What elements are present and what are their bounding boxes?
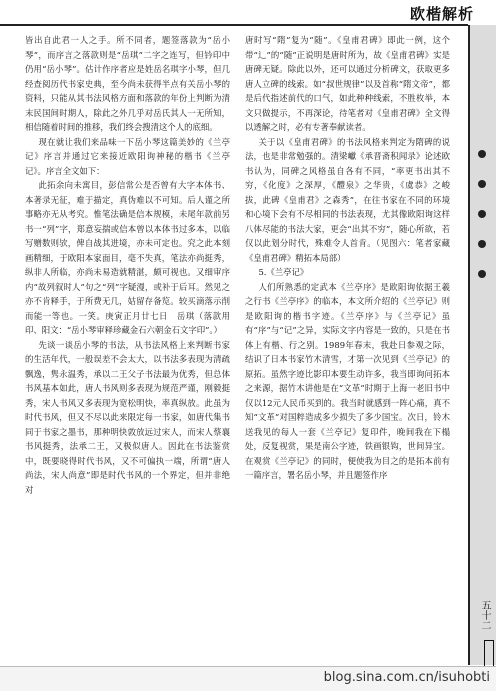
side-ornament-dots bbox=[476, 150, 488, 300]
ornament-dot bbox=[478, 210, 486, 218]
ornament-dot bbox=[478, 270, 486, 278]
left-text-column bbox=[25, 33, 230, 497]
section-heading: 5.《兰亭记》 bbox=[258, 267, 309, 277]
ornament-dot bbox=[478, 150, 486, 158]
paragraph: 先谈一谈岳小琴的书法，从书法风格上来判断书家的生活年代，一般误差不会太大，以书法多表现为清疏飘逸，隽永温秀，承以二王父子书法最为优秀，但总体书风基本如此，唐人书风则多表现为规范严谨，刚毅挺秀，宋人书风又多表现为宽松明快，率真纵放。此虽为时代书风，但又不尽以此来限定每一书家，如唐代集书同于书家之墨书，那种明快敦放远过宋人，而宋人蔡襄书风挺秀，法承二王，又极似唐人。因此在书法鉴赏中，既要晓得时代书风，又不可偏执一端，所谓“唐人尚法，宋人尚意”即是时代书风的一个界定，但并非绝对 bbox=[25, 339, 230, 495]
paragraph: 皆出自此君一人之手。所不同者，题签落款为“岳小琴”，而序言之落款则是“岳琪”二字之连写，但钤印中仍用“岳小琴”。估计作序者应是姓岳名琪字小琴，但几经查阅历代书家史典，至今尚未获得半点有关岳小琴的资料，只能从其书法风格方面和落款的年份上判断为清末民国间时期人，除此之外几乎对岳氏其人一无所知，相信随着时间的推移，我们终会搜清这个人的底细。 bbox=[25, 35, 230, 132]
footer-bar bbox=[0, 666, 496, 691]
paragraph: 现在就让我们来品味一下岳小琴这篇美妙的《兰亭记》序言并通过它来接近欧阳询神秘的楷书《兰亭记》。序言全文如下： bbox=[25, 136, 230, 176]
ornament-dot bbox=[478, 180, 486, 188]
side-decoration-strip bbox=[468, 25, 496, 665]
ornament-dot bbox=[478, 240, 486, 248]
paragraph: 唐时写“隋”复为“随”。《皇甫君碑》即此一例，这个带“辶”的“随”正说明是唐时所为，故《皇甫君碑》实是唐碑无疑。除此以外，还可以通过分析碑文，获取更多唐人立碑的线索。如“叔世规律”以及首称“隋文帝”，都是后代指述前代的口气，如此种种线索，不胜枚举，本文只做提示，不再深论，待笔者对《皇甫君碑》全文得以透解之时，必有专著奉献读者。 bbox=[245, 35, 450, 132]
running-header-title: 欧楷解析 bbox=[410, 5, 475, 23]
right-text-column bbox=[245, 33, 450, 483]
paragraph: 人们所熟悉的定武本《兰亭序》是欧阳询依据王羲之行书《兰亭序》的临本，本文所介绍的《兰亭记》则是欧阳询的楷书字迹。《兰亭序》与《兰亭记》虽有“序”与“记”之异，实际文字内容是一致的，只是在书体上有楷、行之别。1989年春末，我赴日参观之际，结识了日本书家竹木清雪，才第一次见到《兰亭记》的原拓。虽然字迹比影印本要生动许多，我当即询问拓本之来源，据竹木讲他是在“文革”时期于上海一老旧书中仅以12元人民币买到的。我当时就感到一阵心痛，真不知“文革”对国粹造成多少损失了多少国宝。次日，铃木送我见的每人一套《兰亭记》复印件，晚间我在下榻处，反复视赏，果是南公字迹，铁画银钩，世间异宝。在观赏《兰亭记》的同时，便使我为目之的是拓本前有一篇序言，署名岳小琴，并且题签作序 bbox=[245, 281, 450, 480]
paragraph: 关于以《皇甫君碑》的书法风格来判定为隋碑的说法，也是非常勉强的。清梁巘《承晋斋积闻录》论述欧书认为，同碑之风格虽自各有不同，“率更书出其不穷，《化度》之深厚，《醴泉》之华贵，《虞恭》之峻拔，此碑《皇甫君》之森秀”，在往书家在不同的环境和心境下会有不尽相同的书法表现，尤其像欧阳询这样八体尽能的书法大家，更会“出其不穷”，随心所欲，若仅以此划分时代，殊难令人首肯。（见图六：笔者家藏《皇甫君碑》精拓本局部） bbox=[245, 136, 450, 263]
header-rule bbox=[0, 24, 468, 26]
paragraph: 此拓余向未寓目，彭信常公是否曾有大字本体书、本著录无征，难于描定，真伪难以不可知。后人谨之所事略亦无从考究。惟笔法确是信本规模，未尾年款前另书一“列”字，郑意妄揣或信本曾以本体书过多本，以临写赠数则欤，俾自战其进境，亦未可定也。究之此本刻画精细，于欧阳本家面目，毫不失真，笔法亦尚挺秀，纵非人所临，亦尚未易造就精湛，颇可视也。又细审序内“故列叙时人”句之“列”字疑漫，或补于后耳。然见之亦不肯释手，于所费无几，姑留存备览。较买滴落示削而能一等也。一笑。庚寅正月廿七日 岳琪（落款用印、阳文：“岳小琴审释珍藏金石六朝金石文字印”。） bbox=[25, 180, 230, 335]
page-number: 五十二 bbox=[479, 600, 490, 630]
watermark-url: blog.sina.com.cn/isuhobti bbox=[323, 670, 490, 685]
